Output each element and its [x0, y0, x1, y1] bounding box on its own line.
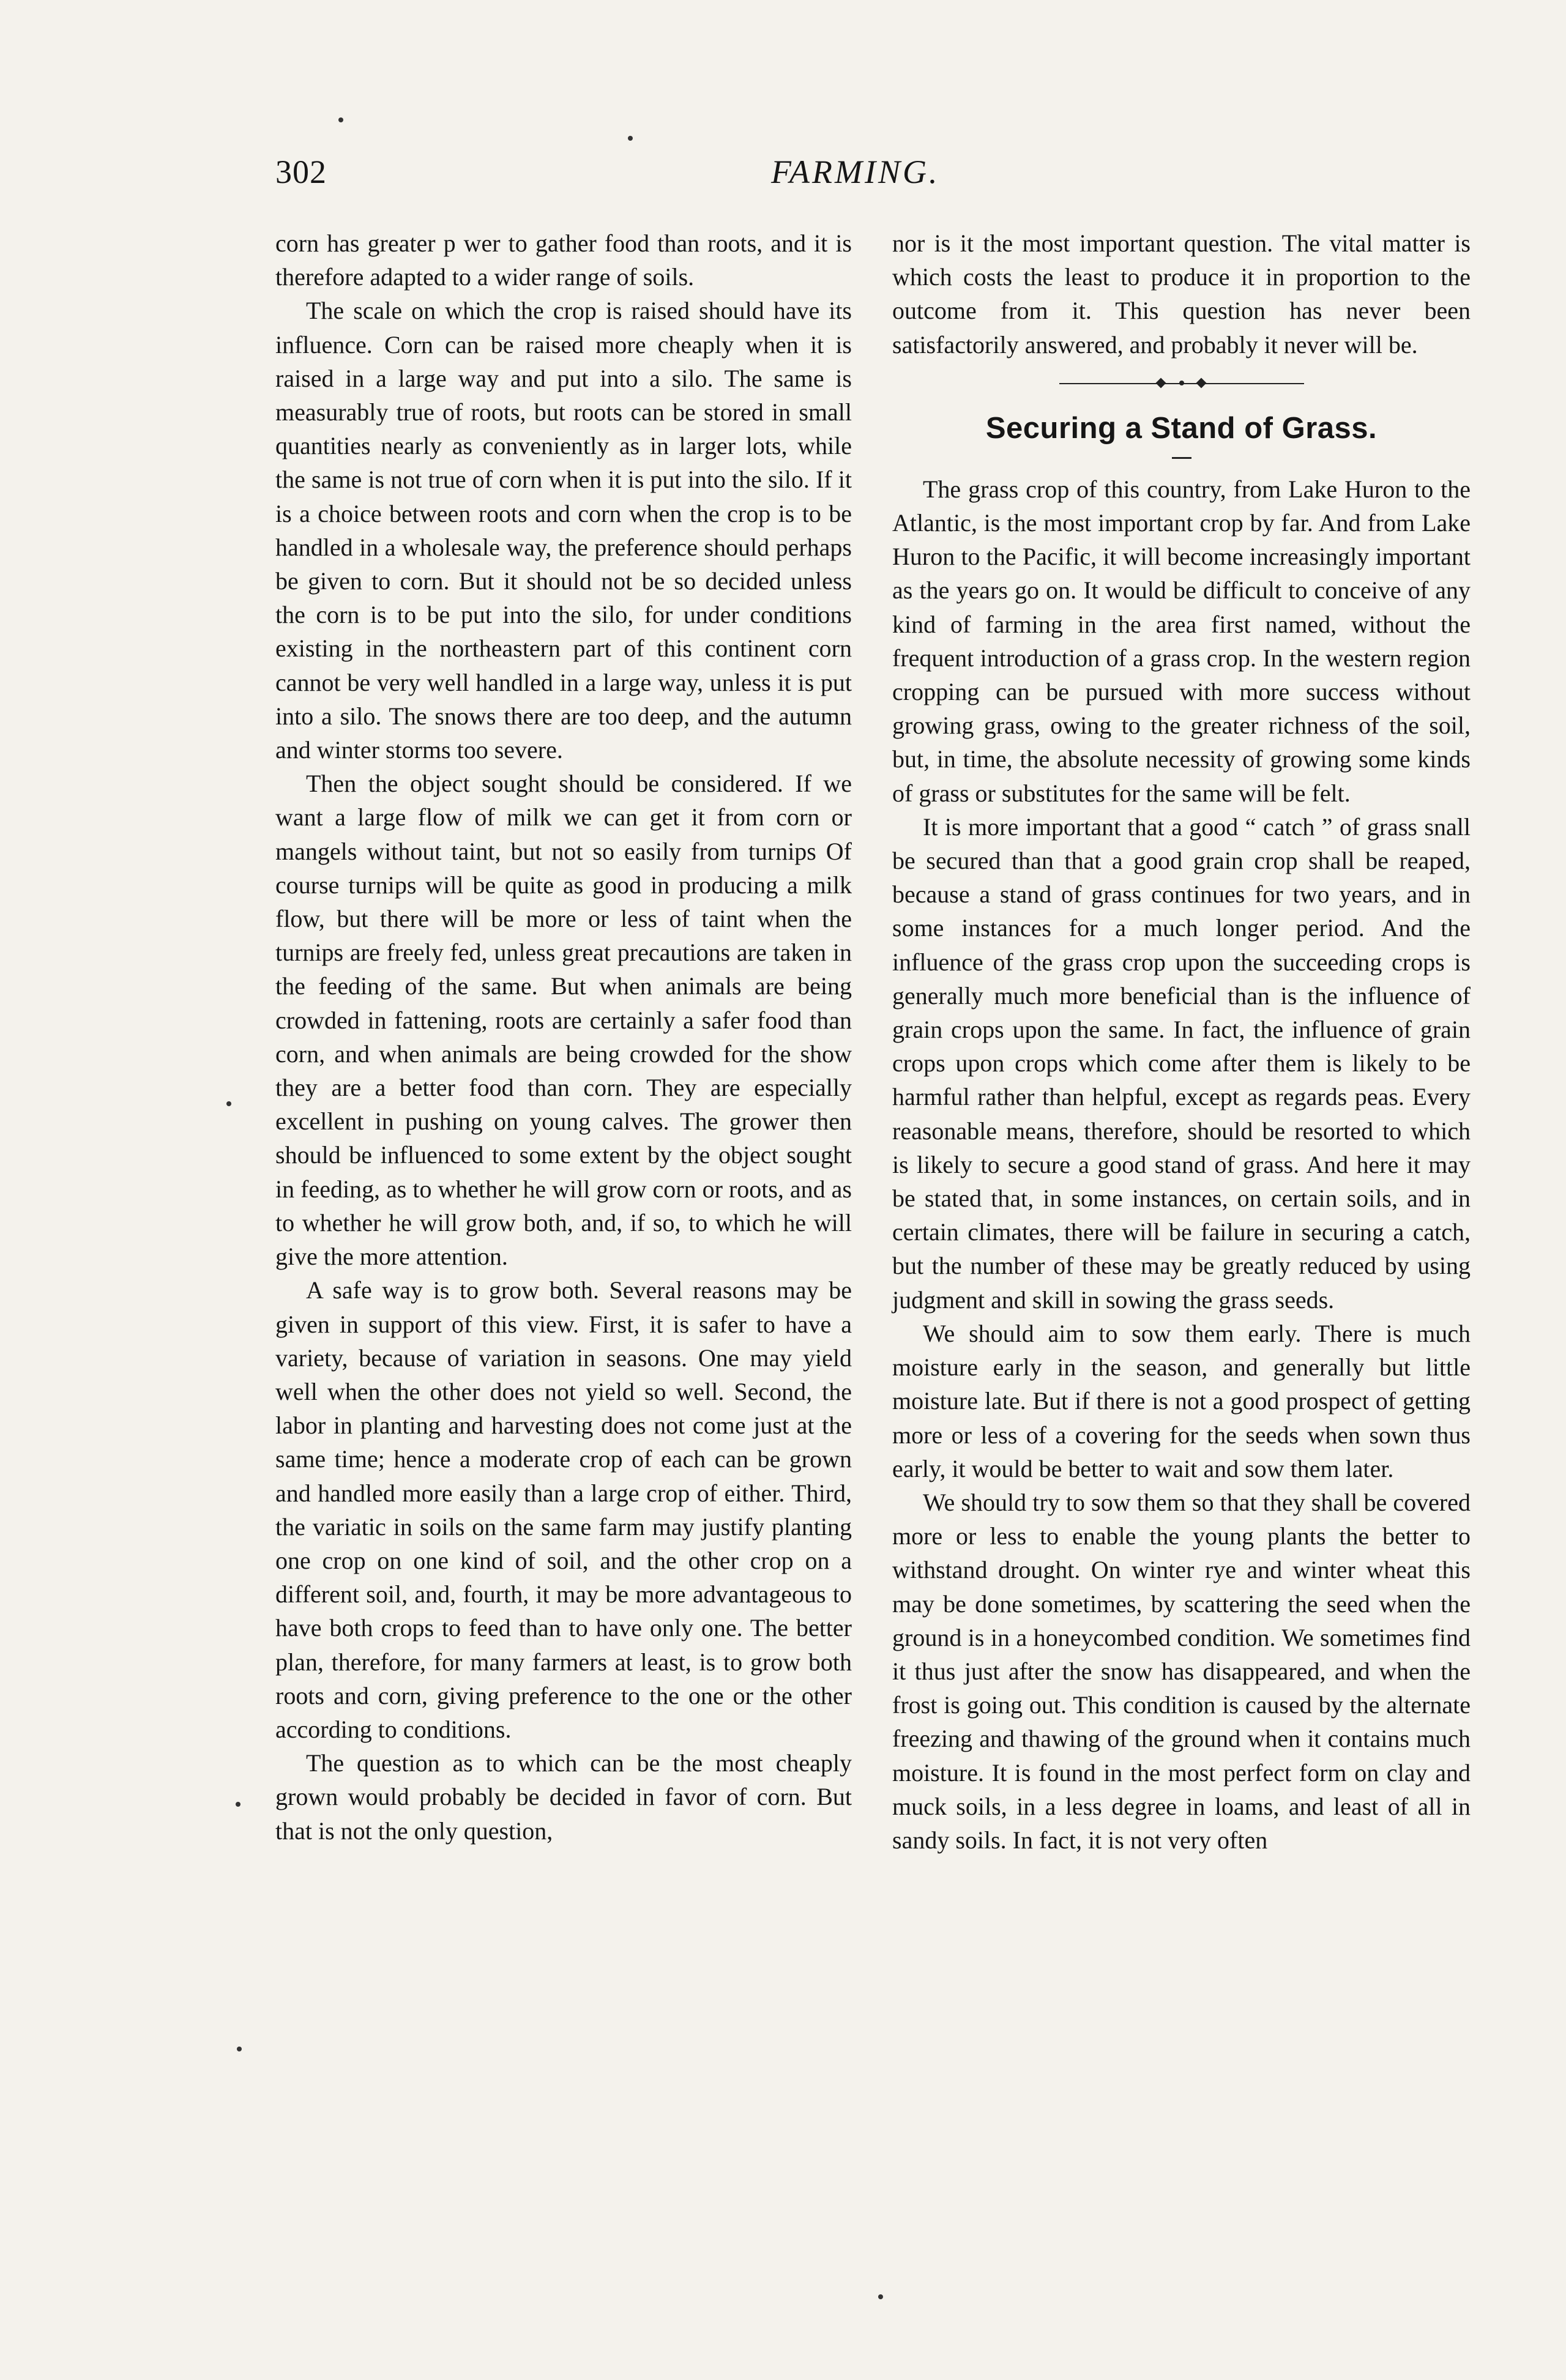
paragraph: The grass crop of this country, from Lake Huron to the Atlantic, is the most important crop by far. And from Lake Huron to the Pacific, it will become increasingly important as the years go on. It would be difficult to conceive of any kind of farming in the area first named, without the frequent introduction of a grass crop. In the western region cropping can be pursued with more success without growing grass, owing to the greater richness of the soil, but, in time, the absolute necessity of growing some kinds of grass or substitutes for the same will be felt.: [892, 475, 1471, 807]
paragraph: Then the object sought should be considered. If we want a large flow of milk we can get it from corn or mangels without taint, but not so easily from turnips Of course turnips will be quite as good in producing a milk flow, but there will be more or less of taint when the turnips are freely fed, unless great precautions are taken in the feeding of the same. But when animals are being crowded in fattening, roots are certainly a safer food than corn, and when animals are being crowded for the show they are a better food than corn. They are especially excellent in pushing on young calves. The grower then should be influenced to some extent by the object sought in feeding, as to whether he will grow corn or roots, and as to whether he will grow both, and, if so, to which he will give the more attention.: [275, 770, 852, 1271]
left-column: [275, 226, 852, 1848]
ink-speck-top-2: [628, 136, 633, 141]
running-head: FARMING.: [771, 154, 940, 190]
section-title: Securing a Stand of Grass.: [985, 411, 1378, 445]
margin-mark-2: [236, 1802, 240, 1807]
paragraph: The scale on which the crop is raised should have its influence. Corn can be raised more cheaply when it is raised in a large way and put into a silo. The same is measurably true of roots, but roots can be stored in small quantities nearly as conveniently as in larger lots, while the same is not true of corn when it is put into the silo. If it is a choice between roots and corn when the crop is to be handled in a wholesale way, the preference should perhaps be given to corn. But it should not be so decided unless the corn is to be put into the silo, for under conditions existing in the northeastern part of this continent corn cannot be very well handled in a large way, unless it is put into a silo. The snows there are too deep, and the autumn and winter storms too severe.: [275, 297, 852, 764]
margin-mark-3: [237, 2047, 242, 2051]
paragraph: The question as to which can be the most cheaply grown would probably be decided in favor of corn. But that is not the only question,: [275, 1749, 852, 1845]
paragraph: nor is it the most important question. The vital matter is which costs the least to produce it in proportion to the outcome from it. This question has never been satisfactorily answered, and probably it never will be.: [892, 229, 1471, 359]
section-divider: [892, 362, 1471, 406]
page-header: [275, 153, 1474, 202]
right-column: [892, 226, 1471, 1857]
paragraph: It is more important that a good “ catch ” of grass snall be secured than that a good grain crop shall be reaped, because a stand of grass continues for two years, and in some instances for a much longer period. And the influence of the grass crop upon the succeeding crops is generally much more beneficial than is the influence of grain crops upon the same. In fact, the influence of grain crops upon crops which come after them is likely to be harmful rather than helpful, except as regards peas. Every reasonable means, therefore, should be resorted to which is likely to secure a good stand of grass. And here it may be stated that, in some instances, on certain soils, and in certain climates, there will be failure in securing a catch, but the number of these may be greatly reduced by using judgment and skill in sowing the grass seeds.: [892, 813, 1471, 1314]
paragraph: We should aim to sow them early. There is much moisture early in the season, and generally but little moisture late. But if there is not a good prospect of getting more or less of a covering for the seeds when sown thus early, it would be better to wait and sow them later.: [892, 1319, 1471, 1482]
ink-speck-top-1: [338, 117, 343, 122]
margin-mark-1: [226, 1101, 231, 1106]
paragraph: A safe way is to grow both. Several reasons may be given in support of this view. First, it is safer to have a variety, because of variation in seasons. One may yield well when the other does not yield so well. Second, the labor in planting and harvesting does not come just at the same time; hence a moderate crop of each can be grown and handled more easily than a large crop of either. Third, the variatic in soils on the same farm may justify planting one crop on one kind of soil, and the other crop on a different soil, and, fourth, it may be more advantageous to have both crops to feed than to have only one. The better plan, therefore, for many farmers at least, is to grow both roots and corn, giving preference to the one or the other according to conditions.: [275, 1276, 852, 1743]
title-underline: [1172, 457, 1191, 459]
ornament-rule: [1059, 383, 1304, 384]
paragraph: We should try to sow them so that they shall be covered more or less to enable the young plants the better to withstand drought. On winter rye and winter wheat this may be done sometimes, by scattering the seed when the ground is in a honeycombed condition. We sometimes find it thus just after the snow has disappeared, and when the frost is going out. This condition is caused by the alternate freezing and thawing of the ground when it contains much moisture. It is found in the most perfect form on clay and muck soils, in a less degree in loams, and least of all in sandy soils. In fact, it is not very often: [892, 1488, 1471, 1854]
ink-speck-bottom: [878, 2294, 883, 2299]
paragraph: corn has greater p wer to gather food than roots, and it is therefore adapted to a wider range of soils.: [275, 229, 852, 291]
page-number: 302: [275, 154, 327, 190]
